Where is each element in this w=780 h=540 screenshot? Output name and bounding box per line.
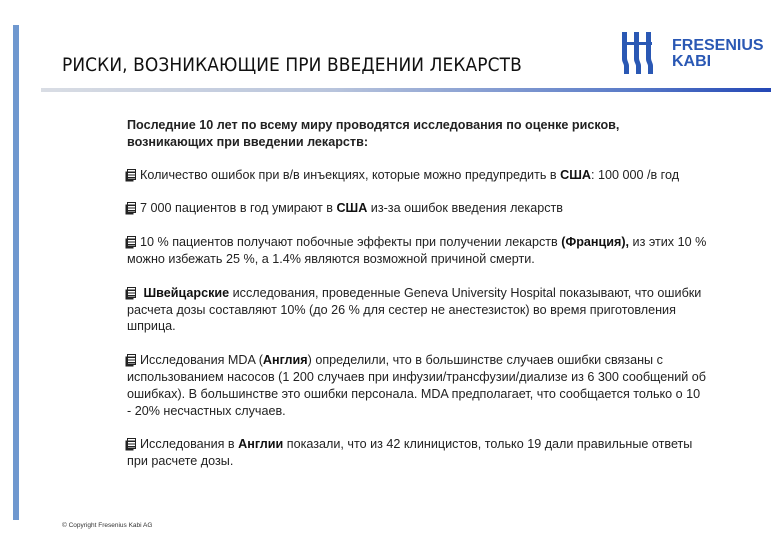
text-segment: - 20% несчастных случаев. [127, 403, 286, 418]
text-line [127, 302, 777, 319]
notepad-bullet-icon [127, 354, 136, 365]
logo-line-1: FRESENIUS [672, 37, 764, 54]
fresenius-logo-mark-icon [620, 32, 662, 74]
text-line [127, 167, 777, 184]
text-line [127, 403, 777, 420]
text-line [127, 251, 777, 268]
bold-text-segment: Англии [238, 437, 284, 452]
bold-text-segment: (Франция), [561, 235, 630, 250]
bullet-item [127, 234, 777, 268]
left-accent-bar [13, 25, 19, 520]
text-segment: показали, что из 42 клиницистов, только 19 дали правильные ответы [283, 437, 693, 452]
text-segment: из-за ошибок введения лекарств [367, 201, 563, 216]
text-segment: шприца. [127, 319, 176, 334]
text-line [127, 369, 777, 386]
bullet-item [127, 200, 777, 217]
text-line [127, 318, 777, 335]
text-segment: : 100 000 /в год [590, 167, 680, 182]
text-segment: возникающих при введении лекарств: [127, 134, 369, 149]
bullet-item [127, 285, 777, 335]
text-line [127, 285, 777, 302]
text-segment: использованием насосов (1 200 случаев при инфузии/трансфузии/диализе из 6 300 сообщений об [127, 369, 707, 384]
title-underline-divider [41, 88, 771, 92]
notepad-bullet-icon [127, 287, 136, 298]
text-line [127, 386, 777, 403]
text-segment: можно избежать 25 %, а 1.4% являются возможной причиной смерти. [127, 251, 535, 266]
intro-paragraph [127, 117, 777, 151]
text-line [127, 134, 777, 151]
bullet-item [127, 167, 777, 184]
bold-text-segment: США [336, 201, 368, 216]
text-segment: 10 % пациентов получают побочные эффекты при получении лекарств [140, 235, 562, 250]
page-title: РИСКИ, ВОЗНИКАЮЩИЕ ПРИ ВВЕДЕНИИ ЛЕКАРСТВ [62, 55, 522, 76]
text-line [127, 436, 777, 453]
text-segment: Исследования MDA ( [140, 353, 263, 368]
notepad-bullet-icon [127, 202, 136, 213]
text-segment: ошибках). В большинстве это ошибки персонала. MDA предполагает, что сообщается только о 10 [127, 386, 701, 401]
copyright-footer: © Copyright Fresenius Kabi AG [62, 522, 153, 529]
text-segment: 7 000 пациентов в год умирают в [140, 201, 337, 216]
text-line [127, 200, 777, 217]
notepad-bullet-icon [127, 169, 136, 180]
bullet-item [127, 436, 777, 470]
fresenius-kabi-logo [620, 32, 770, 74]
logo-line-2: KABI [672, 53, 712, 70]
text-line [127, 453, 777, 470]
bullet-item [127, 352, 777, 419]
main-content [127, 117, 777, 487]
bold-text-segment: США [560, 167, 591, 182]
text-segment: расчета дозы составляют 10% (до 26 % для сестер не анестезисток) во время приготовления [127, 302, 676, 317]
text-segment: Количество ошибок при в/в инъекциях, которые можно предупредить в [140, 167, 561, 182]
text-line [127, 117, 777, 134]
bold-text-segment: Швейцарские [143, 285, 230, 300]
text-line [127, 234, 777, 251]
bold-text-segment: Англия [262, 353, 308, 368]
notepad-bullet-icon [127, 236, 136, 247]
text-segment: из этих 10 % [629, 235, 707, 250]
text-line [127, 352, 777, 369]
text-segment: ) определили, что в большинстве случаев ошибки связаны с [307, 353, 663, 368]
text-segment: Последние 10 лет по всему миру проводятся исследования по оценке рисков, [127, 118, 620, 132]
text-segment: исследования, проведенные Geneva University Hospital показывают, что ошибки [229, 285, 702, 300]
logo-wordmark [672, 38, 764, 70]
notepad-bullet-icon [127, 438, 136, 449]
text-segment: Исследования в [140, 437, 239, 452]
text-segment: при расчете дозы. [127, 454, 234, 469]
